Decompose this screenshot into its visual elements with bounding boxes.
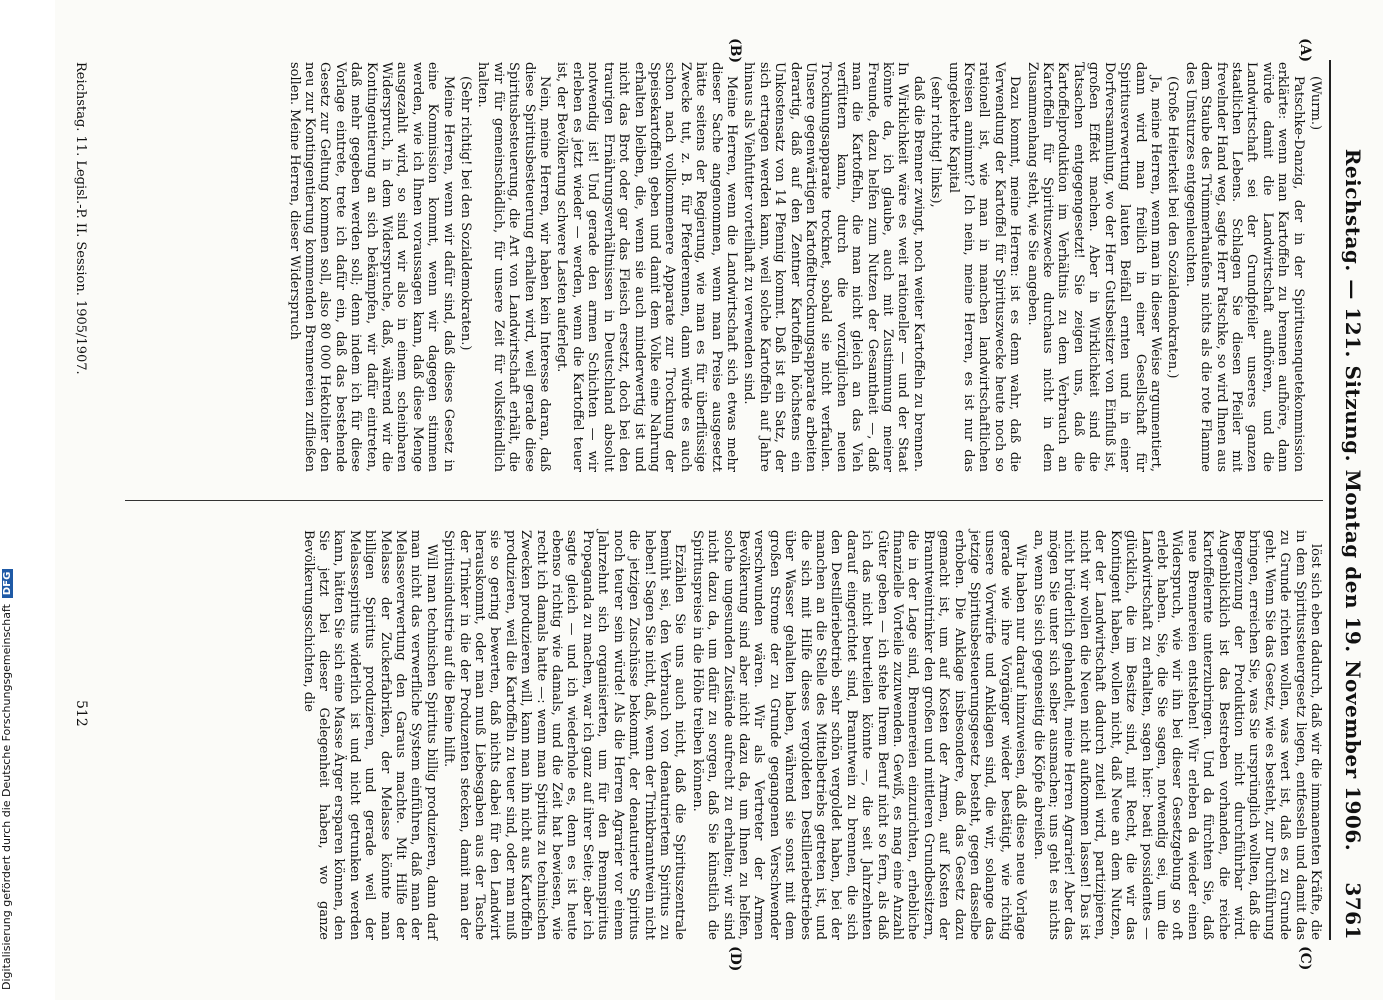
header-page-number: 3761 — [1341, 882, 1365, 940]
margin-notice-rotated — [0, 90, 22, 990]
paragraph: (Große Heiterkeit bei den Sozialdemokraten.) — [1165, 76, 1181, 379]
marker-a: (A) — [1297, 38, 1313, 63]
page-header — [1337, 60, 1365, 940]
rotated-page-content — [55, 0, 1383, 1000]
paragraph: (Sehr richtig! bei den Sozialdemokraten.) — [458, 76, 474, 351]
paragraph: Erzählen Sie uns auch nicht, daß die Spirituszentrale bemüht sei, den Verbrauch von denaturiertem Spiritus zu heben! Sagen Sie nicht, daß, wenn der Trinkbranntwein nicht die jetzigen Zuschüsse bekommt, der denaturierte Spiritus noch teurer sein würde! Als die Herren Agrarier vor einem Jahrzehnt sich organisierten, um für den Brennspiritus Propaganda zu machen, war ich ganz auf ihrer Seite; aber ich sagte gleich — und ich wiederhole es, denn es ist heute ebenso richtig wie damals, und die Zeit hat bewiesen, wie recht ich damals hatte —: wenn man Spiritus zu technischen Zwecken produzieren will, kann man ihn nicht aus Kartoffeln produzieren, weil die Kartoffeln zu teuer sind, oder man muß sie so gering bewerten, daß nichts dabei für den Landwirt herauskommt, oder man muß Liebesgaben aus der Tasche der Trinker in die der Produzenten stecken, damit man der Spiritusindustrie auf die Beine hilft. — [441, 530, 688, 940]
marker-d: (D) — [727, 946, 743, 972]
paragraph: Wir haben nur darauf hinzuweisen, daß diese neue Vorlage gerade wie ihre Vorgänger wieder bestätigt, wie richtig unsere Vorwürfe und Anklagen sind, die wir, solange das jetzige Spiritusbesteuerungsgesetz besteht, gegen dasselbe erhoben. Die Anklage insbesondere, daß das Gesetz dazu gemacht ist, um auf Kosten der Armen, auf Kosten der Branntweintrinker den großen und mittleren Grundbesitzern, die in der Lage sind, Brennereien einzurichten, erhebliche finanzielle Vorteile zuzuwenden. Gewiß, es mag eine Anzahl Güter geben — ich stehe Ihrem Beruf nicht so fern, als daß ich das nicht beurteilen könnte —, die seit Jahrzehnten darauf eingerichtet sind, Branntwein zu brennen, die sich den Destilleriebetrieb sehr schön vergoldet haben, bei der manchen an die Stelle des Mittelbetriebs getreten ist, und die sich mit Hilfe dieses vergoldeten Destilleriebetriebes über Wasser gehalten haben, während sie sonst mit dem großen Strome der zu Grunde gegangenen Verschwender verschwunden wären. Wir als Vertreter der Armen Bevölkerung sind aber nicht dazu da, um Ihnen zu helfen, solche ungesunden Zustände aufrecht zu erhalten; wir sind nicht dazu da, um dafür zu sorgen, daß Sie künstlich die Spirituspreise in die Höhe treiben können. — [689, 530, 1029, 940]
paragraph: Meine Herren, wenn wir dafür sind, daß dieses Gesetz in eine Kommission kommt, wenn wir dagegen stimmen werden, wie ich Ihnen voraussagen kann, daß diese Menge ausgezahlt wird, so sind wir also in einem scheinbaren Widerspruch, in dem Widerspruche, daß, während wir die Kontingentierung an sich bekämpfen, wir dafür eintreten, daß mehr gegeben werden soll; denn indem ich für diese Vorlage eintrete, trete ich dafür ein, daß das bestehende Gesetz zur Geltung kommen soll, also 80 000 Hektoliter den neu zur Kontingentierung kommenden Brennereien zufließen sollen. Meine Herren, dieser Widerspruch — [286, 62, 456, 472]
left-column — [284, 62, 1323, 472]
scanned-page — [55, 0, 1383, 1000]
header-title: Reichstag. — 121. Sitzung. Montag den 19. November 1906. — [1341, 148, 1365, 852]
paragraph: Meine Herren, wenn die Landwirtschaft sich etwas mehr dieser Sache angenommen, wenn man Preise ausgesetzt hätte seitens der Regierung, wie man es für überflüssige Zwecke tut, z. B. für Pferderennen, dann würde es auch schon nach vollkommenere Apparate zur Trocknung der Speisekartoffeln geben und damit dem Volke eine Nahrung erhalten bleiben, die, wenn sie auch minderwertig ist und nicht das Brot oder gar das Fleisch ersetzt, doch bei den traurigen Ernährungsverhältnissen in Deutschland absolut notwendig ist! Und gerade den armen Schichten — wir erleben es jetzt wieder — werden, wenn die Kartoffel teuer ist, der Bevölkerung schwere Lasten auferlegt. — [554, 62, 739, 472]
footer-page-number: 512 — [73, 700, 89, 727]
paragraph: löst sich eben dadurch, daß wir die immanenten Kräfte, die in dem Spiritussteuergesetz liegen, entfesseln und damit das zu Grunde richten wollen, was wert ist, daß es zu Grunde geht. Wenn Sie das Gesetz, wie es besteht, zur Durchführung bringen, erreichen Sie, was Sie ursprünglich wollten, daß die Begrenzung der Produktion nicht durchführbar wird. Augenblicklich ist das Bestreben vorhanden, die reiche Kartoffelernte unterzubringen. Und da fürchten Sie, daß neue Brennereien entstehen! Wir erleben da wieder einen Widerspruch, wie wir ihn bei dieser Gesetzgebung so oft erlebt haben. Sie, die Sie sagen, notwendig sei, um die Landwirtschaft zu erhalten, sagen hier: beati possidentes — glücklich, die im Besitze sind, mit Recht, die wir das Kontingent haben, wollen nicht, daß Neue an dem Nutzen, der der Landwirtschaft dadurch zuteil wird, partizipieren, nicht wir wollen die Neuen nicht aufkommen lassen! Das ist nicht brüderlich gehandelt, meine Herren Agrarier! Aber das mögen Sie unter sich selber ausmachen; uns geht es nichts an, wenn Sie sich gegenseitig die Köpfe abreißen. — [1030, 530, 1323, 940]
margin-notice: Digitalisierung gefördert durch die Deutsche Forschungsgemeinschaft — [0, 604, 13, 990]
paragraph: (sehr richtig! links), — [928, 76, 944, 208]
paragraph: Dazu kommt, meine Herren: ist es denn wahr, daß die Verwendung der Kartoffel für Spirituszwecke heute noch so rationell ist, wie man in manchen landwirtschaftlichen Kreisen annimmt? Ich nein, meine Herren, es ist nur das umgekehrte Kapital — [945, 62, 1023, 472]
marker-b: (B) — [727, 38, 743, 64]
footer-session: Reichstag. 11. Legisl.-P. II. Session. 1905/1907. — [73, 62, 88, 375]
dfg-logo: DFG — [2, 569, 13, 598]
paragraph: daß die Brenner zwingt, noch weiter Kartoffeln zu brennen. In Wirklichkeit wäre es weit rationeller — und der Staat könnte da, ich glaube, auch mit Zustimmung meiner Freunde, dazu helfen zum Nutzen der Gesamtheit —, daß man die Kartoffeln, die man nicht gleich an das Vieh verfüttern kann, durch die vorzüglichen neuen Trocknungsapparate trocknet, sobald sie nicht verfaulen. Unsere gegenwärtigen Kartoffeltrocknungsapparate arbeiten derartig, daß auf den Zentner Kartoffeln höchstens ein Unkostensatz von 14 Pfennig kommt. Daß ist ein Satz, der sich ertragen werden kann, weil solche Kartoffeln auf Jahre hinaus als Viehfutter vorteilhaft zu verwenden sind. — [741, 62, 926, 472]
paragraph: Patschke-Danzig, der in der Spiritusenquetekommission erklärte: wenn man Kartoffeln zu brennen aufhöre, dann würde damit die Landwirtschaft aufhören, und die Landwirtschaft sei der Grundpfeiler unseres ganzen staatlichen Lebens. Schlagen Sie diesen Pfeiler mit frevelnder Hand weg, sagte Herr Patschke, so wird Ihnen aus dem Staube des Trümmerhaufens nichts als die rote Flamme des Umsturzes entgegenleuchten. — [1182, 62, 1306, 472]
paragraph: (Wurm.) — [1308, 76, 1323, 131]
paragraph: Nein, meine Herren, wir haben kein Interesse daran, daß diese Spiritusbesteuerung erhalten wird, weil gerade diese Spiritusbesteuerung, die Art von Landwirtschaft erhält, die wir für gemeinschädlich, für unsere Zeit für volksfeindlich halten. — [475, 62, 553, 472]
paragraph: Will man technischen Spiritus billig produzieren, dann darf man nicht das verwerfliche System einführen, daß man der Melasseverwertung den Garaus machte. Mit Hilfe der Melasse der Zuckerfabriken, der Melasse könnte man billigen Spiritus produzieren, und gerade weil der Melassespiritus widerlich ist und nicht getrunken werden kann, hätten Sie sich eine Masse Ärger ersparen können, den Sie jetzt bei dieser Gelegenheit haben, wo ganze Bevölkerungsschichten, die — [300, 530, 439, 940]
column-divider — [125, 500, 1323, 501]
margin-strip — [0, 0, 22, 1000]
right-column — [298, 530, 1323, 940]
marker-c: (C) — [1297, 946, 1313, 971]
paragraph: Ja, meine Herren, wenn man in dieser Weise argumentiert, dann wird man freilich in einer Gesellschaft für Spiritusverwertung lauten Beifall ernten und in einer Dorfversammlung, wo der Herr Gutsbesitzer von Einfluß ist, großen Effekt machen. Aber in Wirklichkeit sind die Tatsachen entgegengesetzt! Sie zeigen uns, daß die Kartoffelproduktion im Verhältnis zu dem Verbrauch an Kartoffeln für Spirituszwecke durchaus nicht in dem Zusammenhang steht, wie Sie angeben. — [1024, 62, 1163, 472]
header-rule — [1329, 60, 1331, 940]
